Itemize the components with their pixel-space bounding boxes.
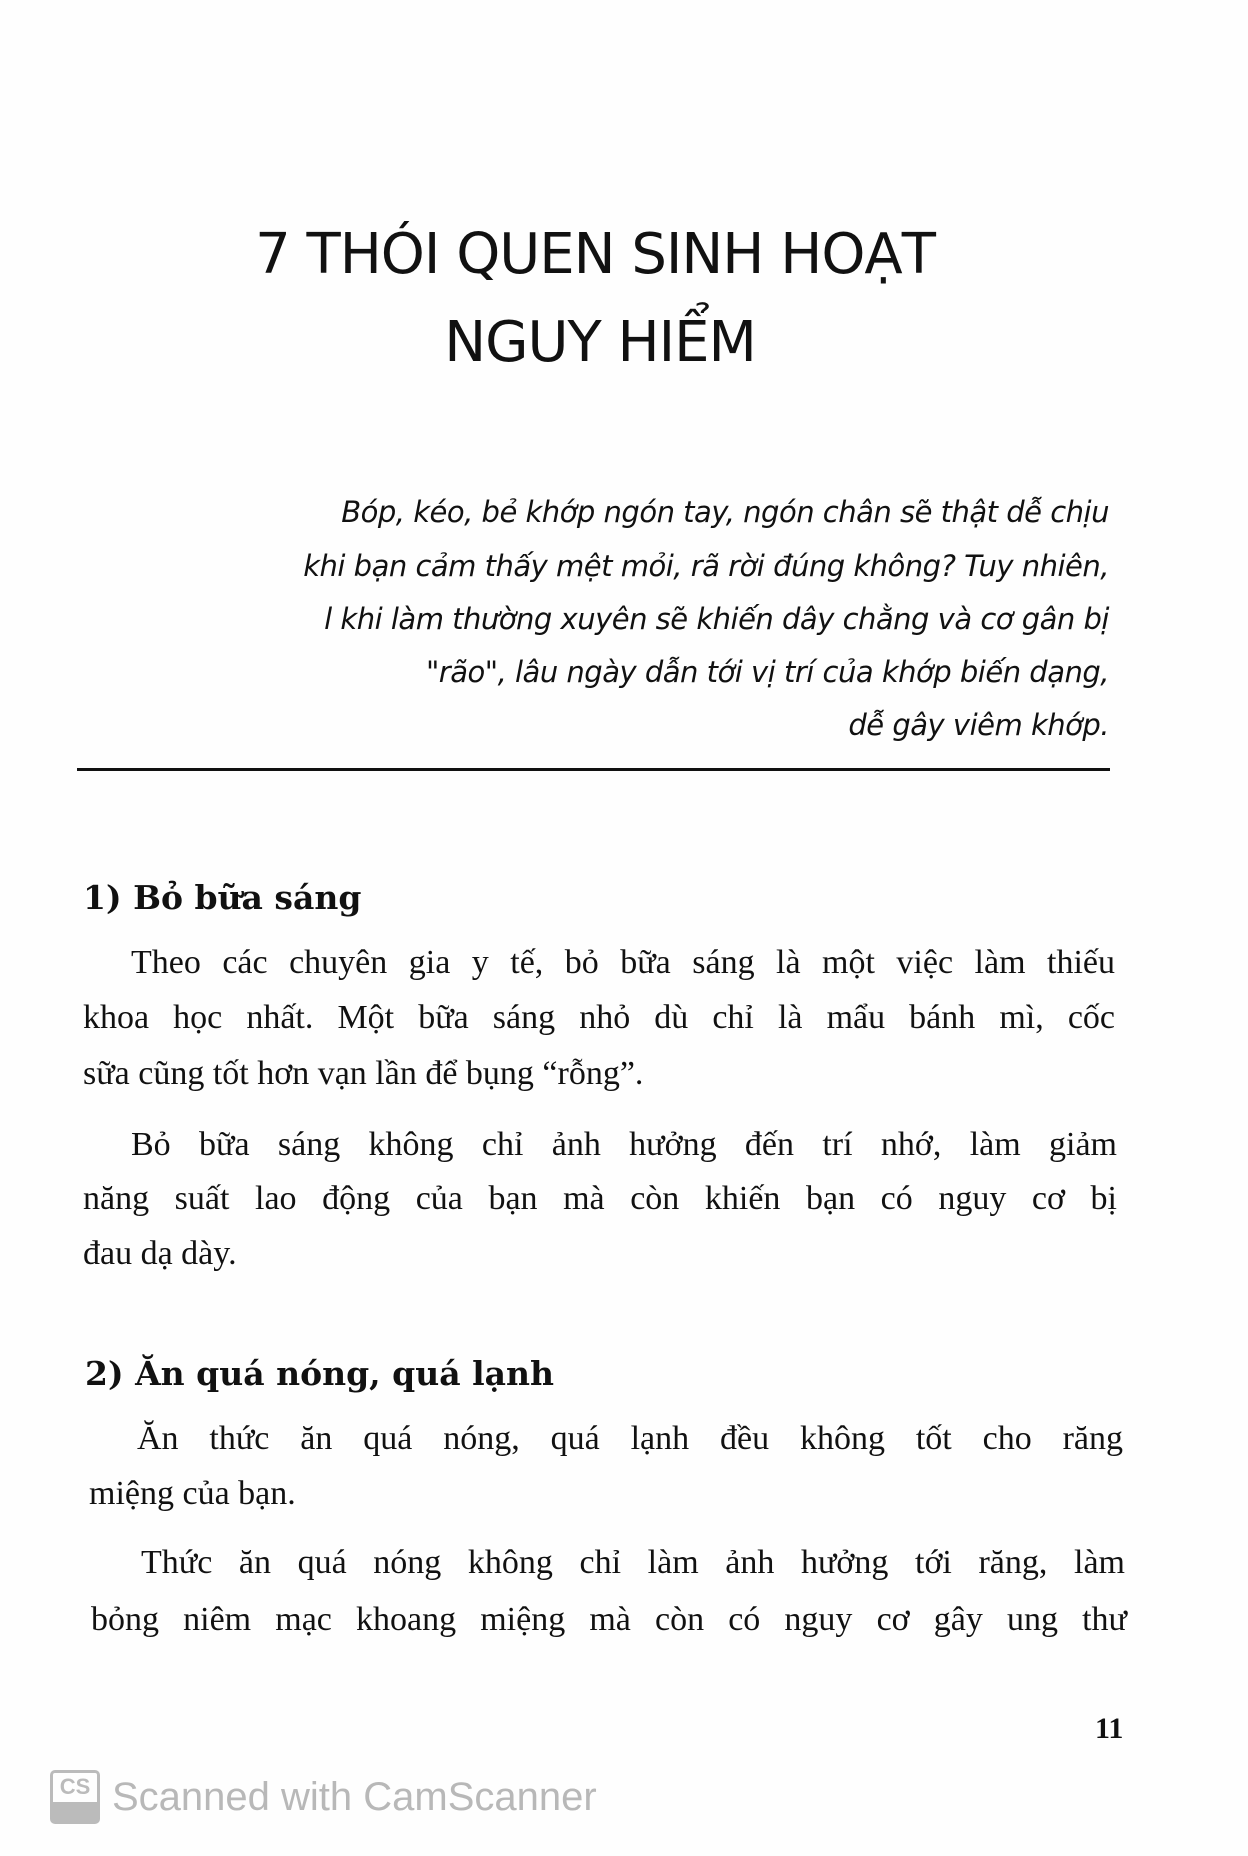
body-line: sữa cũng tốt hơn vạn lần để bụng “rỗng”.: [83, 1055, 644, 1092]
body-line: Ăn thức ăn quá nóng, quá lạnh đều không tốt cho răng: [137, 1420, 1123, 1457]
intro-line: khi bạn cảm thấy mệt mỏi, rã rời đúng không? Tuy nhiên,: [303, 549, 1109, 583]
body-line: bỏng niêm mạc khoang miệng mà còn có nguy cơ gây ung thư: [91, 1601, 1127, 1638]
intro-line: l khi làm thường xuyên sẽ khiến dây chằng và cơ gân bị: [324, 602, 1109, 636]
section-heading: 1) Bỏ bữa sáng: [83, 878, 362, 917]
body-line: Bỏ bữa sáng không chỉ ảnh hưởng đến trí nhớ, làm giảm: [131, 1126, 1117, 1163]
body-line: năng suất lao động của bạn mà còn khiến bạn có nguy cơ bị: [83, 1180, 1117, 1217]
intro-line: Bóp, kéo, bẻ khớp ngón tay, ngón chân sẽ thật dễ chịu: [341, 495, 1109, 529]
intro-line: dễ gây viêm khớp.: [848, 708, 1109, 742]
body-line: miệng của bạn.: [89, 1475, 296, 1512]
camscanner-logo-icon: CS: [50, 1770, 100, 1824]
section-heading: 2) Ăn quá nóng, quá lạnh: [85, 1354, 554, 1393]
body-line: Thức ăn quá nóng không chỉ làm ảnh hưởng tới răng, làm: [141, 1544, 1125, 1581]
body-line: khoa học nhất. Một bữa sáng nhỏ dù chỉ là mẩu bánh mì, cốc: [83, 999, 1115, 1036]
camscanner-watermark: [50, 1770, 597, 1824]
divider: [77, 768, 1110, 771]
chapter-title-line-1: 7 THÓI QUEN SINH HOẠT: [255, 222, 935, 287]
intro-line: "rão", lâu ngày dẫn tới vị trí của khớp biến dạng,: [425, 655, 1109, 689]
page-number: 11: [1095, 1712, 1124, 1745]
chapter-title-line-2: NGUY HIỂM: [444, 310, 756, 375]
body-line: Theo các chuyên gia y tế, bỏ bữa sáng là một việc làm thiếu: [131, 944, 1115, 981]
watermark-text: Scanned with CamScanner: [112, 1774, 597, 1819]
body-line: đau dạ dày.: [83, 1235, 237, 1272]
